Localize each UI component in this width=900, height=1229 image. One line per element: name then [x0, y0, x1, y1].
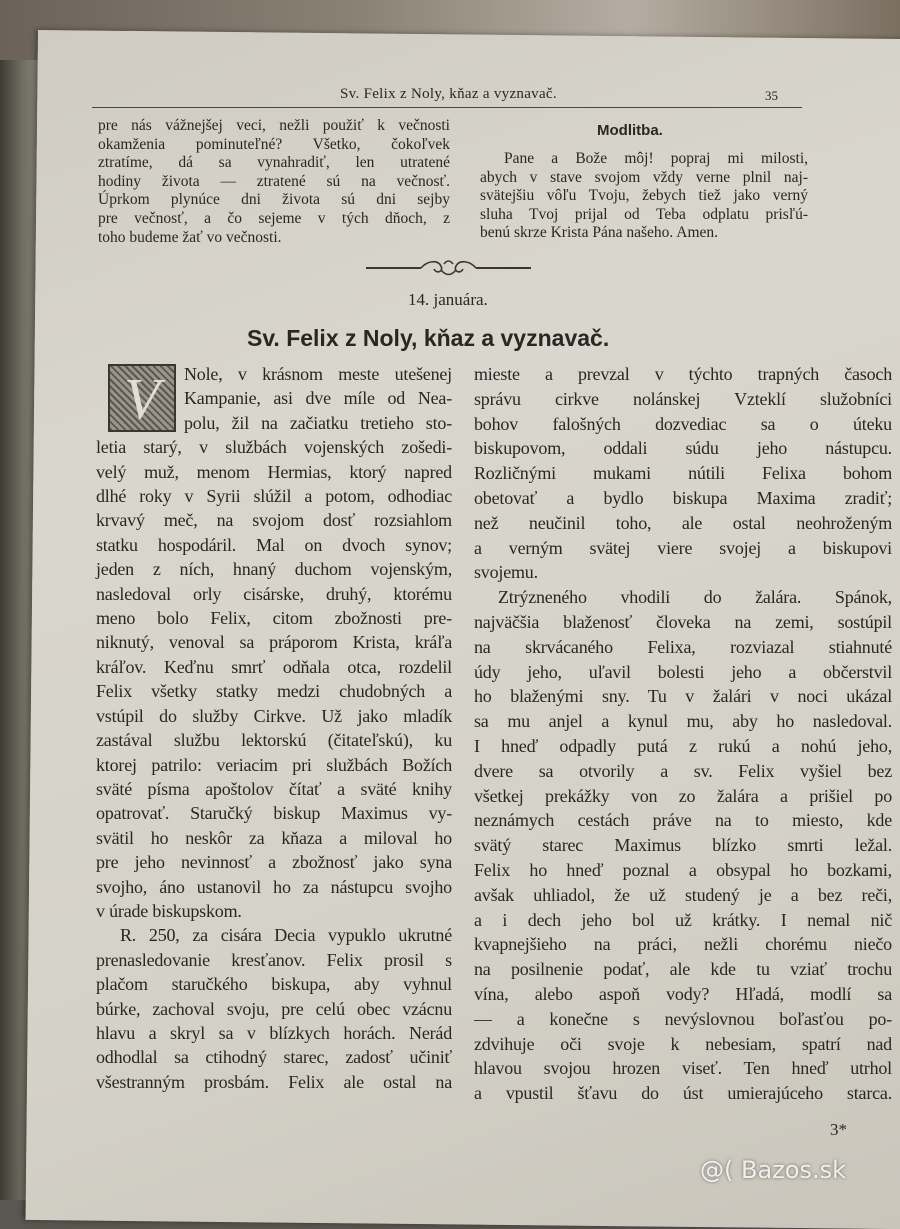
text-line: mieste a prevzal v týchto trapných časoch — [474, 364, 892, 384]
text-line: kráľov. Keďnu smrť odňala otca, rozdelil — [96, 656, 452, 677]
text-line: jeden z ních, hnaný duchom vojenským, — [96, 559, 452, 580]
text-line: sa mu anjel a kynul mu, aby ho nasledoval. — [474, 711, 892, 732]
text-line: pre večnosť, a čo sejeme v tých dňoch, z — [98, 209, 450, 227]
text-line: odhodlal sa ctihodný starec, zadosť učiniť — [96, 1047, 452, 1068]
text-line: obetovať a bydlo biskupa Maxima zradiť; — [474, 487, 892, 508]
text-line: dlhé roky v Syrii slúžil a potom, odhodiac — [96, 486, 452, 507]
text-line: nasledoval orly cisárske, druhý, ktorému — [96, 583, 452, 604]
right-column-text — [474, 362, 892, 1106]
text-line: pre jeho nevinnosť a zbožnosť jako syna — [96, 852, 452, 873]
text-line: hlavu a skryl sa v blízkych horách. Nerád — [96, 1022, 452, 1043]
text-line: svätejšiu vôľu Tvoju, žebych tiež jako verný — [480, 187, 808, 205]
text-line: Rozličnými mukami nútili Felixa bohom — [474, 463, 892, 484]
drop-cap-initial: V — [108, 364, 176, 432]
text-line: zastával službu lektorskú (čitateľskú), ku — [96, 730, 452, 751]
text-line: v úrade biskupskom. — [96, 900, 242, 921]
text-line: prenasledovanie kresťanov. Felix prosil s — [96, 949, 452, 970]
text-line: okamženia pominuteľné? Všetko, čokoľvek — [98, 135, 450, 153]
text-line: správu cirkve nolánskej Vzteklí služobníci — [474, 388, 892, 409]
article-title: Sv. Felix z Noly, kňaz a vyznavač. — [247, 325, 610, 351]
text-line: polu, žil na začiatku tretieho sto- — [184, 412, 452, 433]
text-line: Felix všetky statky medzi chudobných a — [96, 681, 452, 702]
text-line: velý muž, menom Hermias, ktorý napred — [96, 461, 452, 482]
top-left-column — [98, 117, 450, 247]
text-line: zdvihuje oči svoje k nebesiam, spatrí nad — [474, 1033, 892, 1054]
text-line: svojho, áno ustanovil ho za nástupcu svojho — [96, 876, 452, 897]
text-line: neznámych cestách práve na to miesto, kde — [474, 810, 892, 831]
text-line: opatrovať. Staručký biskup Maximus vy- — [96, 803, 452, 824]
text-line: toho budeme žať vo večnosti. — [98, 228, 282, 246]
text-line: kvapnejšieho na práci, nežli chorému niečo — [474, 934, 892, 955]
text-line: dvere sa otvorily a sv. Felix vyšiel bez — [474, 760, 892, 781]
text-line: na skrvácaného Felixa, rozviazal stiahnuté — [474, 636, 892, 657]
text-line: statku hospodáril. Mal on dvoch synov; — [96, 534, 452, 555]
prayer-text — [480, 150, 808, 243]
text-line: svätil ho neskôr za kňaza a miloval ho — [96, 827, 452, 848]
watermark: @( Bazos.sk — [700, 1156, 846, 1184]
text-line: hlavou svojou hrozen viseť. Ten hneď utrhol — [474, 1058, 892, 1079]
text-line: Felix ho hneď poznal a obsypal ho bozkami, — [474, 859, 892, 880]
text-line: búrke, zachoval svoju, pre celú obec vzácnu — [96, 998, 452, 1019]
signature-mark: 3* — [830, 1120, 847, 1139]
text-line: krvavý meč, na svojom dosť rozsiahlom — [96, 510, 452, 531]
text-line: plačom staručkého biskupa, aby vyhnul — [96, 974, 452, 995]
text-line: svätý starec Maximus blízko smrti ležal. — [474, 835, 892, 856]
text-line: I hneď odpadly putá z rukú a nohú jeho, — [474, 735, 892, 756]
text-line: abych v stave svojom vždy verne plnil naj- — [480, 168, 808, 186]
header-rule — [92, 107, 802, 108]
text-line: údy jeho, uľavil bolesti jeho a občerstvil — [474, 661, 892, 682]
text-line: Ztrýzneného vhodili do žalára. Spánok, — [498, 587, 892, 608]
left-column-text — [96, 362, 452, 1094]
text-line: letia starý, v službách vojenských zošedi- — [96, 437, 452, 458]
text-line: než neučinil toho, ale ostal neohroženým — [474, 512, 892, 533]
text-line: Nole, v krásnom meste utešenej — [184, 364, 452, 384]
text-line: biskupovom, oddali súdu jeho nástupcu. — [474, 438, 892, 459]
text-line: hodiny života — ztratené sú na večnosť. — [98, 172, 450, 190]
text-line: a vpustil šťavu do úst umierajúceho starca. — [474, 1083, 892, 1104]
text-line: sluha Tvoj prijal od Teba odplatu prisľú- — [480, 205, 808, 223]
text-line: sväté písma apoštolov čítať a sväté knihy — [96, 778, 452, 799]
ornament-divider — [366, 258, 531, 278]
text-line: vína, alebo aspoň vody? Hľadá, modlí sa — [474, 983, 892, 1004]
text-line: avšak uhliadol, že už studený je a bez reči, — [474, 884, 892, 905]
running-title: Sv. Felix z Noly, kňaz a vyznavač. — [340, 86, 557, 102]
text-line: a i dech jeho bol už krátky. I nemal nič — [474, 909, 892, 930]
text-line: všestranným prosbám. Felix ale ostal na — [96, 1071, 452, 1092]
text-line: Pane a Bože môj! popraj mi milosti, — [504, 150, 808, 167]
feast-date: 14. januára. — [408, 290, 488, 309]
text-line: pre nás vážnejšej veci, nežli použiť k večnosti — [98, 117, 450, 134]
text-line: vstúpil do služby Cirkve. Už jako mladík — [96, 705, 452, 726]
text-line: ktorej patrilo: veriacim pri službách Božích — [96, 754, 452, 775]
text-line: Úprkom plynúce dni života sú dni sejby — [98, 191, 450, 209]
text-line: R. 250, za cisára Decia vypuklo ukrutné — [120, 925, 452, 946]
text-line: Kampanie, asi dve míle od Nea- — [184, 388, 452, 409]
text-line: ztratíme, dá sa vynahradiť, len utratené — [98, 154, 450, 172]
text-line: niknutý, venoval sa práporom Krista, kráľa — [96, 632, 452, 653]
text-line: meno bolo Felix, citom zbožnosti pre- — [96, 608, 452, 629]
text-line: všetkej prekážky von zo žalára a prišiel po — [474, 785, 892, 806]
text-line: svojemu. — [474, 562, 538, 583]
text-line: bohov falošných dozvediac sa o úteku — [474, 413, 892, 434]
text-line: benú skrze Krista Pána našeho. Amen. — [480, 224, 719, 242]
text-line: najväčšia blaženosť človeka na zemi, sostúpil — [474, 611, 892, 632]
text-line: a verným svätej viere svojej a biskupovi — [474, 537, 892, 558]
text-line: ho blaženými sny. Tu v žalári v noci ukázal — [474, 686, 892, 707]
prayer-heading: Modlitba. — [597, 122, 663, 139]
text-line: — a konečne s nevýslovnou boľasťou po- — [474, 1008, 892, 1029]
page-number: 35 — [765, 88, 778, 103]
text-line: na posilnenie podať, ale kde tu vziať trochu — [474, 959, 892, 980]
